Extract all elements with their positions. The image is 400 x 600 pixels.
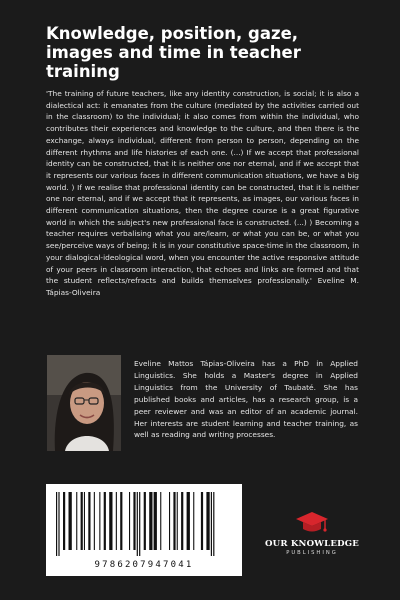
back-cover-blurb: 'The training of future teachers, like any identity construction, is social; it is also a dialectical act: it emanates from the culture (mediated by the activities carried out in the classroom) to the individual; it also comes from within the individual, who contributes their experiences and knowledge to the culture, and then there is the exchange, always individual, different from person to person, depending on the different rhythms and life histories of each one. (...) If we accept that professional identity can be constructed, that it is neither one nor eternal, and if we accept that it represents our various faces in different communication situations, we have a big world. ) If we realise that professional identity can be constructed, that it is neither one nor eternal, and if we accept that it represents, as images, our various faces in different communication situations, then the degree course is a great figurative world in which the subject's new professional face is constructed. (...) ) Becoming a teacher requires verbalising what you are/learn, or what you can be, or what you see/perceive ways of being; it is in your constitutive space-time in the classroom, in your dialogical-ideological word, when you encounter the active responsive attitude of your peers in classroom interaction, that echoes and links are formed and that the student reflects/refracts and builds themselves professionally.' Eveline M. Tápias-Oliveira [46,89,359,297]
publisher-subtitle: PUBLISHING [286,550,338,556]
graduation-cap-icon [295,510,329,536]
book-title: Knowledge, position, gaze, images and time in teacher training [46,24,301,81]
author-photo [47,355,121,451]
publisher-logo [262,510,362,570]
isbn-barcode [46,484,242,576]
barcode-bars [46,484,242,560]
publisher-name: OUR KNOWLEDGE [264,539,360,549]
isbn-number: 9786207947041 [94,560,194,570]
author-bio: Eveline Mattos Tápias-Oliveira has a PhD in Applied Linguistics. She holds a Master's degree in Applied Linguistics from the University of Taubaté. She has published books and articles, has a research group, is a peer reviewer and was an editor of an academic journal. Her interests are student learning and teacher training, as well as reading and writing processes. [134,359,358,440]
